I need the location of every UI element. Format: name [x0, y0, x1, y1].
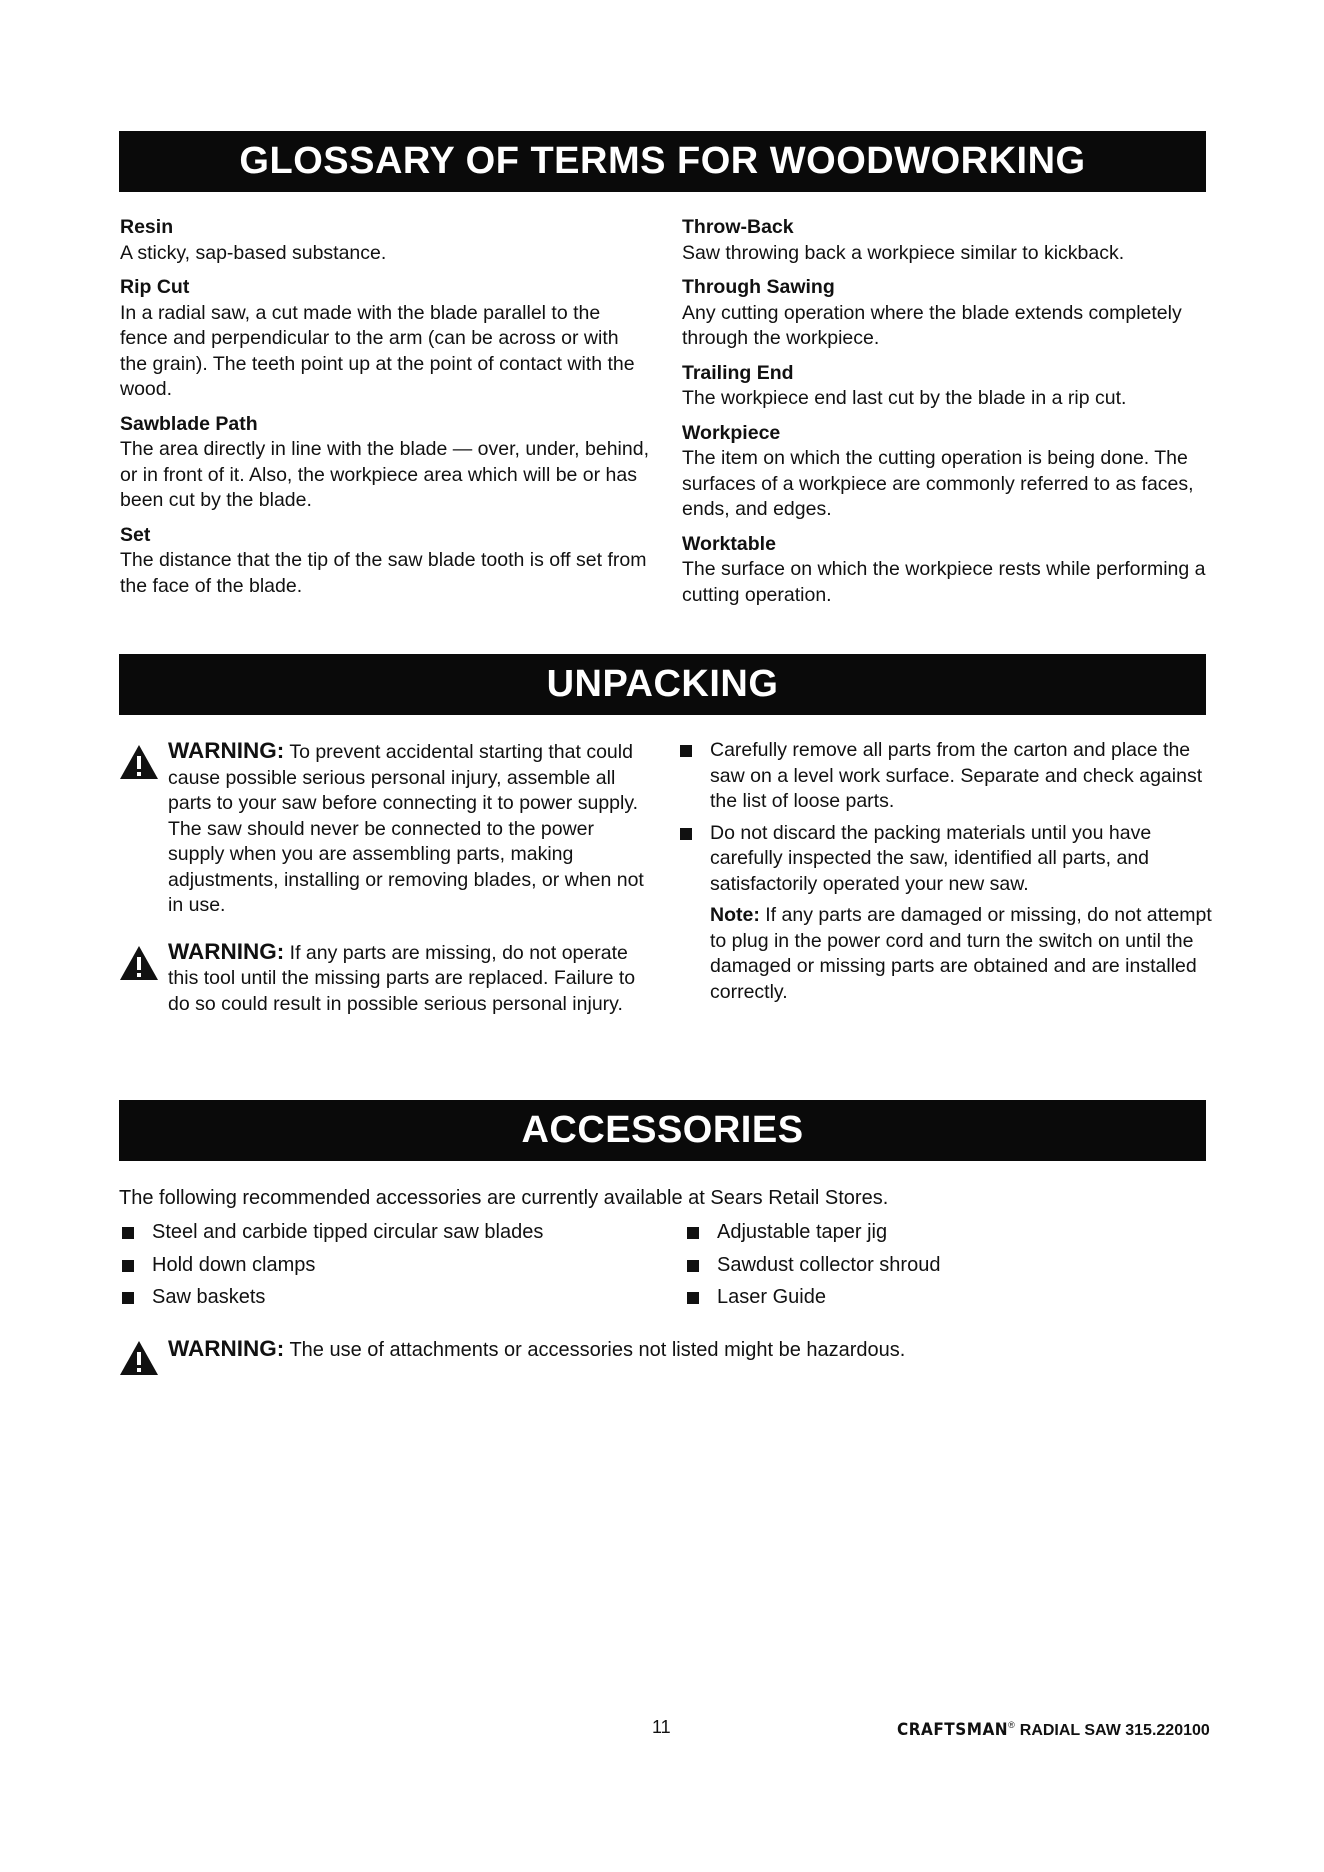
list-item-text: Carefully remove all parts from the carton and place the saw on a level work surface. Separate and check against the list of loose parts. [710, 739, 1203, 812]
list-item [119, 1216, 659, 1249]
glossary-term: Throw-Back [682, 216, 794, 238]
warning-text: If any parts are missing, do not operate this tool until the missing parts are replaced. Failure to do so could result in possible serious personal injury. [168, 941, 636, 1015]
glossary-definition: The surface on which the workpiece rests while performing a cutting operation. [682, 558, 1206, 606]
list-item [119, 1249, 659, 1282]
warning-label: WARNING: [168, 1336, 285, 1361]
note-label: Note: [710, 904, 760, 926]
glossary-definition: The workpiece end last cut by the blade in a rip cut. [682, 387, 1127, 409]
warning-text: To prevent accidental starting that could cause possible serious personal injury, assemble all parts to your saw before connecting it to power supply. The saw should never be connected to the power supply when you are assembling parts, making adjustments, installing or removing blades, or when not in use. [168, 741, 644, 916]
unpacking-warning-1 [119, 738, 649, 919]
list-item [677, 821, 1212, 898]
glossary-term: Through Sawing [682, 276, 835, 298]
glossary-definition: Any cutting operation where the blade extends completely through the workpiece. [682, 301, 1182, 349]
brand-logo: CRAFTSMAN [897, 1720, 1009, 1740]
warning-label: WARNING: [168, 938, 285, 964]
square-bullet-icon [680, 745, 692, 757]
glossary-definition: The area directly in line with the blade — over, under, behind, or in front of it. Also, the workpiece area which will be or has been cut by the blade. [120, 438, 649, 511]
square-bullet-icon [687, 1227, 699, 1239]
footer-model [897, 1719, 1210, 1740]
glossary-definition: The distance that the tip of the saw blade tooth is off set from the face of the blade. [120, 549, 647, 597]
warning-text: The use of attachments or accessories not listed might be hazardous. [284, 1339, 906, 1361]
glossary-definition: The item on which the cutting operation is being done. The surfaces of a workpiece are commonly referred to as faces, ends, and edges. [682, 447, 1194, 520]
glossary-right-column [682, 215, 1212, 608]
warning-triangle-icon [119, 1340, 159, 1376]
glossary-term: Set [120, 523, 151, 546]
accessories-warning [119, 1336, 1209, 1364]
square-bullet-icon [680, 828, 692, 840]
page-number: 11 [652, 1717, 671, 1737]
glossary-definition: In a radial saw, a cut made with the blade parallel to the fence and perpendicular to the arm (can be across or with the grain). The teeth point up at the point of contact with the wood. [120, 301, 635, 400]
square-bullet-icon [687, 1292, 699, 1304]
glossary-heading: GLOSSARY OF TERMS FOR WOODWORKING [119, 131, 1206, 192]
list-item [677, 738, 1212, 815]
warning-triangle-icon [119, 945, 159, 981]
unpacking-heading: UNPACKING [119, 654, 1206, 715]
unpacking-instructions [677, 738, 1212, 1005]
glossary-term: Workpiece [682, 421, 781, 444]
accessories-intro: The following recommended accessories are currently available at Sears Retail Stores. [119, 1187, 889, 1209]
accessories-left-list [119, 1216, 659, 1314]
square-bullet-icon [687, 1260, 699, 1272]
glossary-term: Resin [120, 216, 174, 238]
list-item-text: Hold down clamps [152, 1253, 316, 1276]
unpacking-note [677, 903, 1212, 1005]
glossary-left-column [120, 215, 650, 599]
glossary-definition: Saw throwing back a workpiece similar to kickback. [682, 241, 1125, 264]
unpacking-warning-2 [119, 939, 649, 1018]
square-bullet-icon [122, 1260, 134, 1272]
accessories-warning-line [119, 1336, 1209, 1364]
list-item-text: Adjustable taper jig [717, 1221, 888, 1243]
list-item-text: Steel and carbide tipped circular saw blades [152, 1221, 544, 1243]
glossary-term: Rip Cut [120, 276, 190, 298]
list-item [119, 1281, 659, 1314]
warning-triangle-icon [119, 744, 159, 780]
glossary-term: Sawblade Path [120, 412, 258, 435]
list-item-text: Laser Guide [717, 1286, 826, 1308]
glossary-term: Trailing End [682, 361, 794, 384]
list-item [684, 1281, 1204, 1314]
glossary-definition: A sticky, sap-based substance. [120, 241, 387, 264]
registered-mark: ® [1008, 1720, 1015, 1730]
accessories-heading: ACCESSORIES [119, 1100, 1206, 1161]
warning-label: WARNING: [168, 738, 285, 763]
list-item-text: Sawdust collector shroud [717, 1253, 941, 1276]
unpacking-warnings [119, 738, 649, 1017]
note-text: If any parts are damaged or missing, do not attempt to plug in the power cord and turn the switch on until the damaged or missing parts are obtained and are installed correctly. [710, 904, 1212, 1003]
list-item [684, 1249, 1204, 1282]
list-item-text: Do not discard the packing materials until you have carefully inspected the saw, identified all parts, and satisfactorily operated your new saw. [710, 821, 1152, 895]
accessories-right-list [684, 1216, 1204, 1314]
square-bullet-icon [122, 1227, 134, 1239]
glossary-term: Worktable [682, 532, 776, 555]
model-text: RADIAL SAW 315.220100 [1019, 1722, 1210, 1739]
list-item-text: Saw baskets [152, 1286, 266, 1308]
square-bullet-icon [122, 1292, 134, 1304]
list-item [684, 1216, 1204, 1249]
